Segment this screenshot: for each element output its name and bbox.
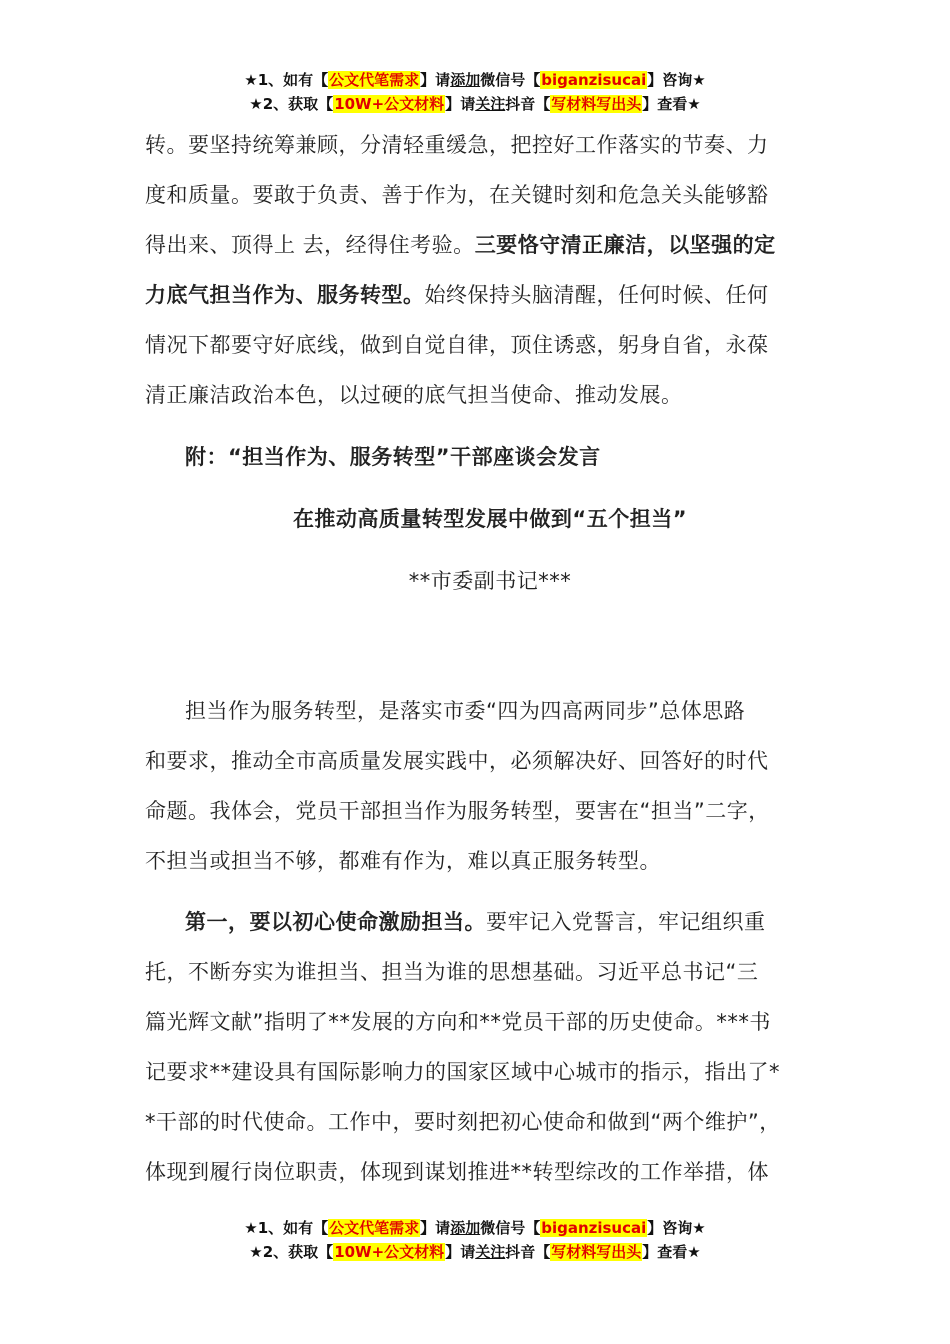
promo-text: 抖音【 xyxy=(505,95,551,113)
promo-highlight: biganzisucai xyxy=(541,71,647,89)
text-run: 得出来、顶得上 去，经得住考验。 xyxy=(145,233,475,257)
speaker-line: **市委副书记*** xyxy=(408,569,572,593)
text-line: 托，不断夯实为谁担当、担当为谁的思想基础。习近平总书记“三 xyxy=(145,960,759,984)
text-line: 担当作为服务转型，是落实市委“四为四高两同步”总体思路 xyxy=(185,699,746,723)
promo-text: ★1、如有【 xyxy=(244,71,329,89)
text-line xyxy=(145,220,835,270)
speech-title xyxy=(145,494,835,544)
bold-text-run: 三要恪守清正廉洁，以坚强的定 xyxy=(474,233,776,257)
text-line: 不担当或担当不够，都难有作为，难以真正服务转型。 xyxy=(145,849,661,873)
promo-line-2 xyxy=(0,1240,950,1264)
promo-highlight: biganzisucai xyxy=(541,1219,647,1237)
promo-highlight: 10W+公文材料 xyxy=(334,1243,445,1261)
text-line: 命题。我体会，党员干部担当作为服务转型，要害在“担当”二字， xyxy=(145,799,770,823)
speaker-block xyxy=(145,556,835,606)
promo-line-1 xyxy=(0,1216,950,1240)
promo-text: ★2、获取【 xyxy=(249,95,334,113)
promo-underlined: 关注 xyxy=(475,95,506,113)
promo-text: 抖音【 xyxy=(505,1243,551,1261)
promo-text: 微信号【 xyxy=(480,71,541,89)
text-line: 度和质量。要敢于负责、善于作为，在关键时刻和危急关头能够豁 xyxy=(145,183,769,207)
promo-highlight: 写材料写出头 xyxy=(551,95,642,113)
promo-line-2 xyxy=(0,92,950,116)
text-line: 篇光辉文献”指明了**发展的方向和**党员干部的历史使命。***书 xyxy=(145,1010,771,1034)
promo-highlight: 公文代笔需求 xyxy=(329,71,420,89)
text-line: 记要求**建设具有国际影响力的国家区域中心城市的指示，指出了* xyxy=(145,1060,780,1084)
promo-highlight: 写材料写出头 xyxy=(551,1243,642,1261)
promo-line-1 xyxy=(0,68,950,92)
speech-title-block xyxy=(145,494,835,544)
promo-text: 】请 xyxy=(445,95,476,113)
promo-text: 】请 xyxy=(420,71,451,89)
promo-text: 】查看★ xyxy=(642,1243,701,1261)
text-run: 要牢记入党誓言，牢记组织重 xyxy=(486,910,766,934)
promo-underlined: 添加 xyxy=(450,71,481,89)
promo-text: 】请 xyxy=(445,1243,476,1261)
promo-text: ★2、获取【 xyxy=(249,1243,334,1261)
text-line xyxy=(145,897,835,947)
speech-title-text: 在推动高质量转型发展中做到“五个担当” xyxy=(292,507,688,531)
appendix-heading-block xyxy=(145,432,835,482)
promo-highlight: 公文代笔需求 xyxy=(329,1219,420,1237)
bold-text-run: 第一，要以初心使命激励担当。 xyxy=(185,910,486,934)
promo-underlined: 关注 xyxy=(475,1243,506,1261)
paragraph-first-point xyxy=(145,897,835,1197)
promo-text: 】查看★ xyxy=(642,95,701,113)
text-run: 始终保持头脑清醒，任何时候、任何 xyxy=(424,283,769,307)
paragraph-intro xyxy=(145,686,835,886)
appendix-heading xyxy=(145,432,835,482)
header-promo-banner xyxy=(0,68,950,116)
promo-text: 微信号【 xyxy=(480,1219,541,1237)
text-line: *干部的时代使命。工作中，要时刻把初心使命和做到“两个维护”， xyxy=(145,1110,781,1134)
promo-text: 】咨询★ xyxy=(647,71,706,89)
text-line: 体现到履行岗位职责，体现到谋划推进**转型综改的工作举措，体 xyxy=(145,1160,769,1184)
text-line: 清正廉洁政治本色，以过硬的底气担当使命、推动发展。 xyxy=(145,383,683,407)
paragraph-continuation xyxy=(145,120,835,420)
footer-promo-banner xyxy=(0,1216,950,1264)
promo-text: ★1、如有【 xyxy=(244,1219,329,1237)
promo-underlined: 添加 xyxy=(450,1219,481,1237)
text-line xyxy=(145,270,835,320)
text-line: 和要求，推动全市高质量发展实践中，必须解决好、回答好的时代 xyxy=(145,749,769,773)
promo-text: 】请 xyxy=(420,1219,451,1237)
text-line: 转。要坚持统筹兼顾，分清轻重缓急，把控好工作落实的节奏、力 xyxy=(145,133,769,157)
promo-text: 】咨询★ xyxy=(647,1219,706,1237)
promo-highlight: 10W+公文材料 xyxy=(334,95,445,113)
text-line: 情况下都要守好底线，做到自觉自律，顶住诱惑，躬身自省，永葆 xyxy=(145,333,769,357)
appendix-heading-text: 附：“担当作为、服务转型”干部座谈会发言 xyxy=(185,445,601,469)
bold-text-run: 力底气担当作为、服务转型。 xyxy=(145,283,425,307)
